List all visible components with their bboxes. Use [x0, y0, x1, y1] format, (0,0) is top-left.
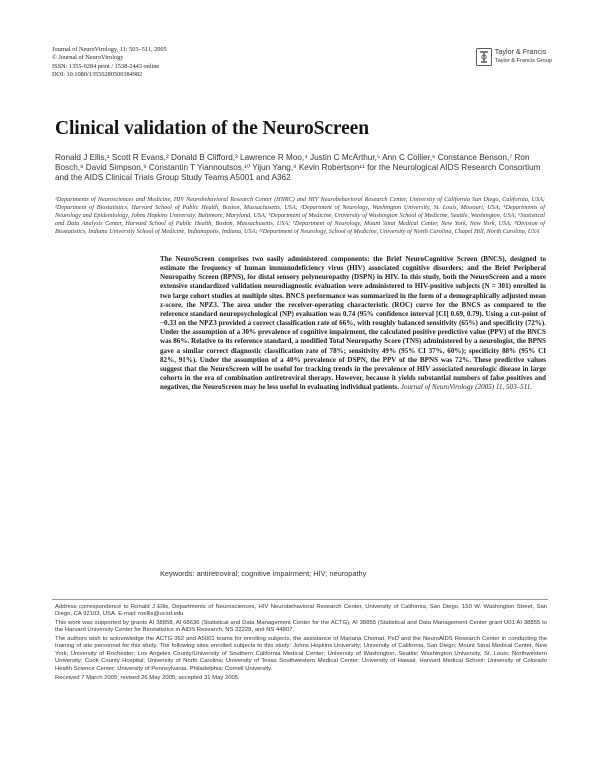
publisher-logo-icon — [476, 48, 492, 66]
journal-citation-line: Journal of NeuroVirology, 11: 503–511, 2005 — [52, 46, 167, 53]
keywords-list: antiretroviral; cognitive impairment; HIV; neuropathy — [196, 569, 367, 578]
abstract-citation: Journal of NeuroVirology (2005) 11, 503–511. — [400, 383, 533, 392]
abstract-text: The NeuroScreen comprises two easily administered components: the Brief NeuroCognitive Screen (BNCS), designed to estimate the frequency of human immunodeficiency virus (HIV) associated cognitive disorders; and the Brief Peripheral Neuropathy Screen (BPNS), for distal sensory polyneuropathy (DSPN) in HIV. In this study, both the NeuroScreen and a more extensive standardized validation neurodiagnostic evaluation were administered to HIV-positive subjects (N = 301) enrolled in two large cohort studies at multiple sites. BNCS performance was summarized in the form of a demographically adjusted mean z-score, the NPZ3. The area under the receiver-operating characteristic (ROC) curve for the BNCS as compared to the reference standard neuropsychological (NP) evaluation was 0.74 (95% confidence interval [CI] 0.69, 0.79). Using a cut-point of −0.33 on the NPZ3 provided a correct classification rate of 66%, with roughly balanced sensitivity (65%) and specificity (72%). Under the assumption of a 30% prevalence of cognitive impairment, the calculated positive predictive value (PPV) of the BNCS was 86%. Relative to its reference standard, a modified Total Neuropathy Score (TNS) administered by a neurologist, the BPNS gave a similar correct diagnostic classification rate of 78%; sensitivity 49% (95% CI 37%, 60%); specificity 88% (95% CI 82%, 91%). Under the assumption of a 40% prevalence of DSPN, the PPV of the BPNS was 72%. These predictive values suggest that the NeuroScreen will be useful for tracking trends in the prevalence of HIV associated neurologic disease in large cohorts in the era of combination antiretroviral therapy. However, because it yields substantial numbers of false positives and negatives, the NeuroScreen may be less useful in evaluating individual patients. — [160, 255, 546, 392]
journal-issn-line: ISSN: 1355-0284 print / 1538-2443 online — [52, 62, 160, 70]
footnote-divider — [52, 599, 548, 600]
journal-copyright-line: © Journal of NeuroVirology — [52, 54, 124, 62]
publisher-subname: Taylor & Francis Group — [494, 57, 552, 64]
footnotes — [55, 604, 547, 684]
journal-header — [52, 46, 552, 86]
author-list: Ronald J Ellis,¹ Scott R Evans,² Donald B Clifford,³ Lawrence R Moo,⁴ Justin C McArthur,⁵ Ann C Collier,⁶ Constance Benson,⁷ Ron Bosch,⁸ David Simpson,⁹ Constantin T Yiannoutsos,¹⁰ Yijun Yang,⁸ Kevin Robertson¹¹ for the Neurological AIDS Research Consortium and the AIDS Clinical Trials Group Study Teams A5001 and A362 — [55, 153, 541, 183]
journal-doi-line: DOI: 10.1080/13550280500384982 — [52, 70, 143, 78]
publisher-name: Taylor & Francis — [494, 47, 547, 56]
received-dates: Received 7 March 2005; revised 26 May 2005; accepted 31 May 2005. — [55, 675, 240, 682]
keywords — [160, 569, 546, 578]
affiliations: ¹Departments of Neurosciences and Medicine, HIV Neurobehavioral Research Center (HNRC) and HIV Neurobehavioral Research Center, University of California San Diego, California, USA; ²Department of Biostatistics, Harvard School of Public Health, Boston, Massachusetts, USA; ³Department of Neurology, Washington University, St. Louis, Missouri, USA; ⁴Departments of Neurology and Epidemiology, Johns Hopkins University, Baltimore, Maryland, USA; ⁵Department of Medicine, University of Washington School of Medicine, Seattle, Washington, USA; ⁶Statistical and Data Analysis Center, Harvard School of Public Health, Boston, Massachusetts, USA; ⁷Department of Neurology, Mount Sinai Medical Center, New York, New York, USA; ⁸Division of Biostatistics, Indiana University School of Medicine, Indianapolis, Indiana, USA; ¹¹Department of Neurology, School of Medicine, University of North Carolina, Chapel Hill, North Carolina, USA — [55, 196, 545, 235]
acknowledgments-note: The authors wish to acknowledge the ACTG 362 and A5001 teams for enrolling subjects, the assistance of Mariana Chomat, PsD and the NeuroAIDS Research Center in conducting the training of site personnel for this study. The following sites enrolled subjects to this study: Johns Hopkins University; University of California, San Diego; Mount Sinai Medical Center, New York; University of Rochester; Los Angeles County/University of Southern California Medical Center; University of Washington, Seattle; Washington University, St. Louis; Northwestern University; Cook County Hospital; University of North Carolina; University of Texas Southwestern Medical Center; University of Hawaii; Harvard Medical School; University of Colorado Health Science Center; University of Pennsylvania, Philadelphia; Cornell University. — [55, 635, 547, 672]
funding-note: This work was supported by grants AI 38858, AI 68636 (Statistical and Data Management Center for the ACTG), AI 38855 (Statistical and Data Management Center grant U01 AI 38855 to the Harvard University Center for Biostatistics in AIDS Research, NS 32228, and NS 44807. — [55, 619, 547, 634]
abstract — [160, 255, 546, 392]
correspondence-note: Address correspondence to Ronald J Ellis, Departments of Neurosciences, HIV Neurobehavioral Research Center, University of California, San Diego, 150 W. Washington Street, San Diego, CA 92103, USA. E-mail: roellis@ucsd.edu — [55, 604, 547, 618]
keywords-label: Keywords: — [160, 569, 195, 578]
publisher-logo — [476, 48, 552, 66]
journal-info — [52, 46, 167, 79]
article-title: Clinical validation of the NeuroScreen — [55, 118, 369, 139]
